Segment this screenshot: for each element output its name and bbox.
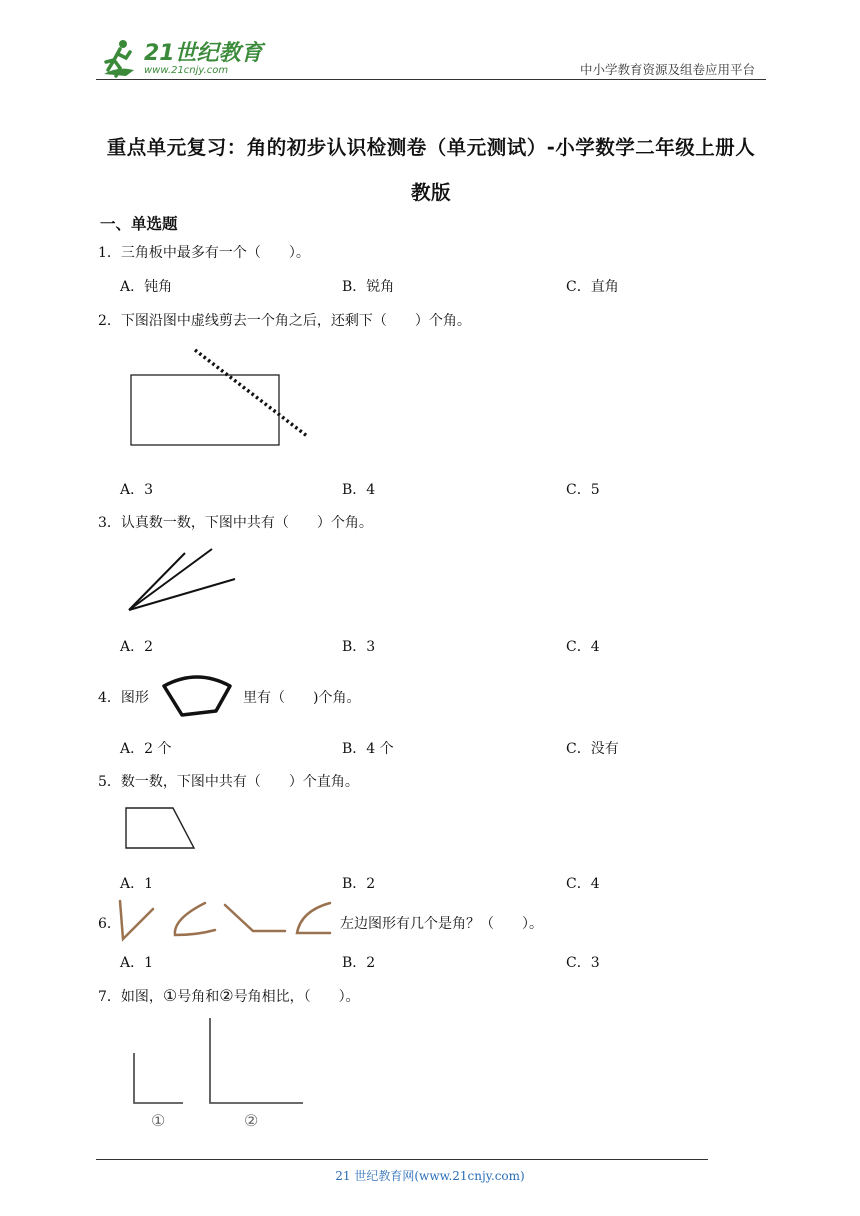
angle-shapes-figure — [115, 897, 337, 943]
question-number: 2． — [98, 313, 121, 329]
question-text: 如图， — [120, 989, 163, 1005]
question-number: 3． — [98, 515, 121, 531]
question-text: 数一数，下图中共有（ ）个直角。 — [120, 774, 359, 790]
question-5 — [98, 771, 359, 791]
option-b[interactable]: B．4 个 — [342, 741, 394, 757]
question-2 — [98, 310, 471, 330]
question-text: 图形 — [120, 690, 149, 706]
question-text: 认真数一数，下图中共有（ ）个角。 — [120, 515, 373, 531]
header-rule — [96, 79, 766, 80]
footer-link[interactable]: 21 世纪教育网(www.21cnjy.com) — [335, 1169, 525, 1183]
rectangle-cut-figure — [125, 345, 325, 455]
rays-figure — [125, 545, 245, 615]
question-number: 5． — [98, 774, 121, 790]
option-b[interactable]: B．2 — [342, 955, 376, 971]
angle-label-1: ① — [151, 1111, 166, 1130]
question-4-tail: 里有（ )个角。 — [243, 690, 361, 706]
option-c[interactable]: C．5 — [566, 482, 600, 498]
option-a[interactable]: A．2 个 — [120, 741, 172, 757]
angle-label-2: ② — [244, 1111, 259, 1130]
platform-name: 中小学教育资源及组卷应用平台 — [579, 62, 755, 77]
question-number: 1． — [98, 245, 121, 261]
option-a[interactable]: A．1 — [120, 955, 154, 971]
question-7 — [98, 986, 360, 1006]
option-c[interactable]: C．3 — [566, 955, 600, 971]
question-number: 4． — [98, 690, 121, 706]
section-heading: 一、单选题 — [100, 215, 178, 233]
option-a[interactable]: A．钝角 — [120, 279, 173, 295]
fan-shape-figure — [160, 668, 235, 720]
question-6-text: 左边图形有几个是角？（ ）。 — [340, 916, 543, 932]
option-c[interactable]: C．4 — [566, 639, 600, 655]
page-title-line2: 教版 — [410, 181, 451, 204]
option-b[interactable]: B．4 — [342, 482, 376, 498]
question-6-number: 6． — [98, 916, 121, 932]
option-b[interactable]: B．2 — [342, 876, 376, 892]
question-1 — [98, 242, 310, 262]
logo-title: 21世纪教育 — [144, 41, 263, 66]
question-text: 三角板中最多有一个（ ）。 — [120, 245, 310, 261]
question-text: 号角和 — [177, 989, 220, 1005]
site-logo — [96, 36, 266, 80]
option-c[interactable]: C．直角 — [566, 279, 619, 295]
option-b[interactable]: B．3 — [342, 639, 376, 655]
logo-url: www.21cnjy.com — [144, 65, 229, 76]
right-angles-figure — [125, 1015, 310, 1107]
circled-two-mark: ② — [219, 986, 234, 1005]
trapezoid-figure — [123, 805, 198, 853]
question-4 — [98, 687, 149, 707]
circled-one-mark: ① — [162, 986, 178, 1005]
footer-rule — [96, 1159, 708, 1160]
option-a[interactable]: A．1 — [120, 876, 154, 892]
question-3 — [98, 512, 373, 532]
option-a[interactable]: A．3 — [120, 482, 154, 498]
page-title-line1: 重点单元复习：角的初步认识检测卷（单元测试）-小学数学二年级上册人 — [106, 136, 756, 159]
question-text: 下图沿图中虚线剪去一个角之后，还剩下（ ）个角。 — [120, 313, 471, 329]
option-a[interactable]: A．2 — [120, 639, 154, 655]
option-c[interactable]: C．4 — [566, 876, 600, 892]
question-text: 号角相比，（ ）。 — [233, 989, 360, 1005]
option-c[interactable]: C．没有 — [566, 741, 619, 757]
question-number: 7． — [98, 989, 121, 1005]
option-b[interactable]: B．锐角 — [342, 279, 395, 295]
